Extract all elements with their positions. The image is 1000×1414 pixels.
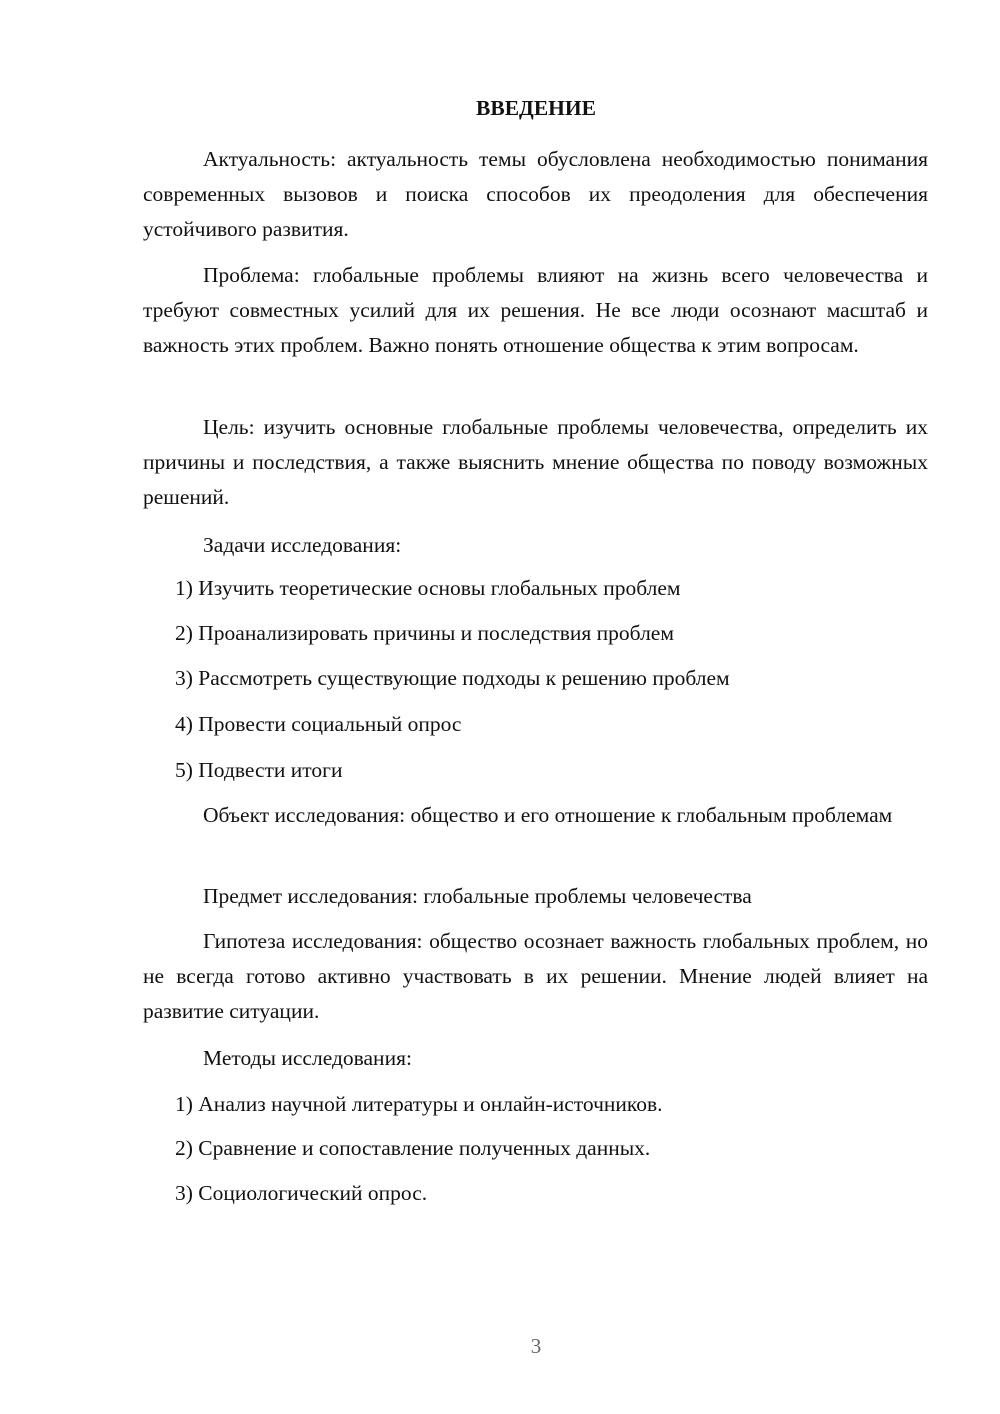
section-title: ВВЕДЕНИЕ [476, 96, 596, 120]
problem-paragraph: Проблема: глобальные проблемы влияют на жизнь всего человечества и требуют совместных усилий для их решения. Не все люди осознают масштаб и важность этих проблем. Важно понять отношение общества к этим вопросам. [143, 263, 928, 357]
goal-paragraph: Цель: изучить основные глобальные проблемы человечества, определить их причины и последствия, а также выяснить мнение общества по поводу возможных решений. [143, 415, 928, 509]
page-number: 3 [530, 1334, 542, 1358]
methods-heading: Методы исследования: [203, 1046, 412, 1070]
method-item: 1) Анализ научной литературы и онлайн-источников. [175, 1092, 663, 1116]
task-item: 1) Изучить теоретические основы глобальных проблем [175, 576, 681, 600]
method-item: 2) Сравнение и сопоставление полученных данных. [175, 1136, 651, 1160]
tasks-heading: Задачи исследования: [203, 533, 402, 557]
object-paragraph: Объект исследования: общество и его отношение к глобальным проблемам [203, 803, 893, 827]
task-item: 5) Подвести итоги [175, 758, 343, 782]
task-item: 4) Провести социальный опрос [175, 712, 462, 736]
method-item: 3) Социологический опрос. [175, 1181, 428, 1205]
task-item: 3) Рассмотреть существующие подходы к решению проблем [175, 666, 730, 690]
hypothesis-paragraph: Гипотеза исследования: общество осознает важность глобальных проблем, но не всегда готово активно участвовать в их решении. Мнение людей влияет на развитие ситуации. [143, 929, 928, 1023]
task-item: 2) Проанализировать причины и последствия проблем [175, 621, 674, 645]
relevance-paragraph: Актуальность: актуальность темы обусловлена необходимостью понимания современных вызовов и поиска способов их преодоления для обеспечения устойчивого развития. [143, 147, 928, 241]
subject-line: Предмет исследования: глобальные проблемы человечества [203, 884, 752, 908]
